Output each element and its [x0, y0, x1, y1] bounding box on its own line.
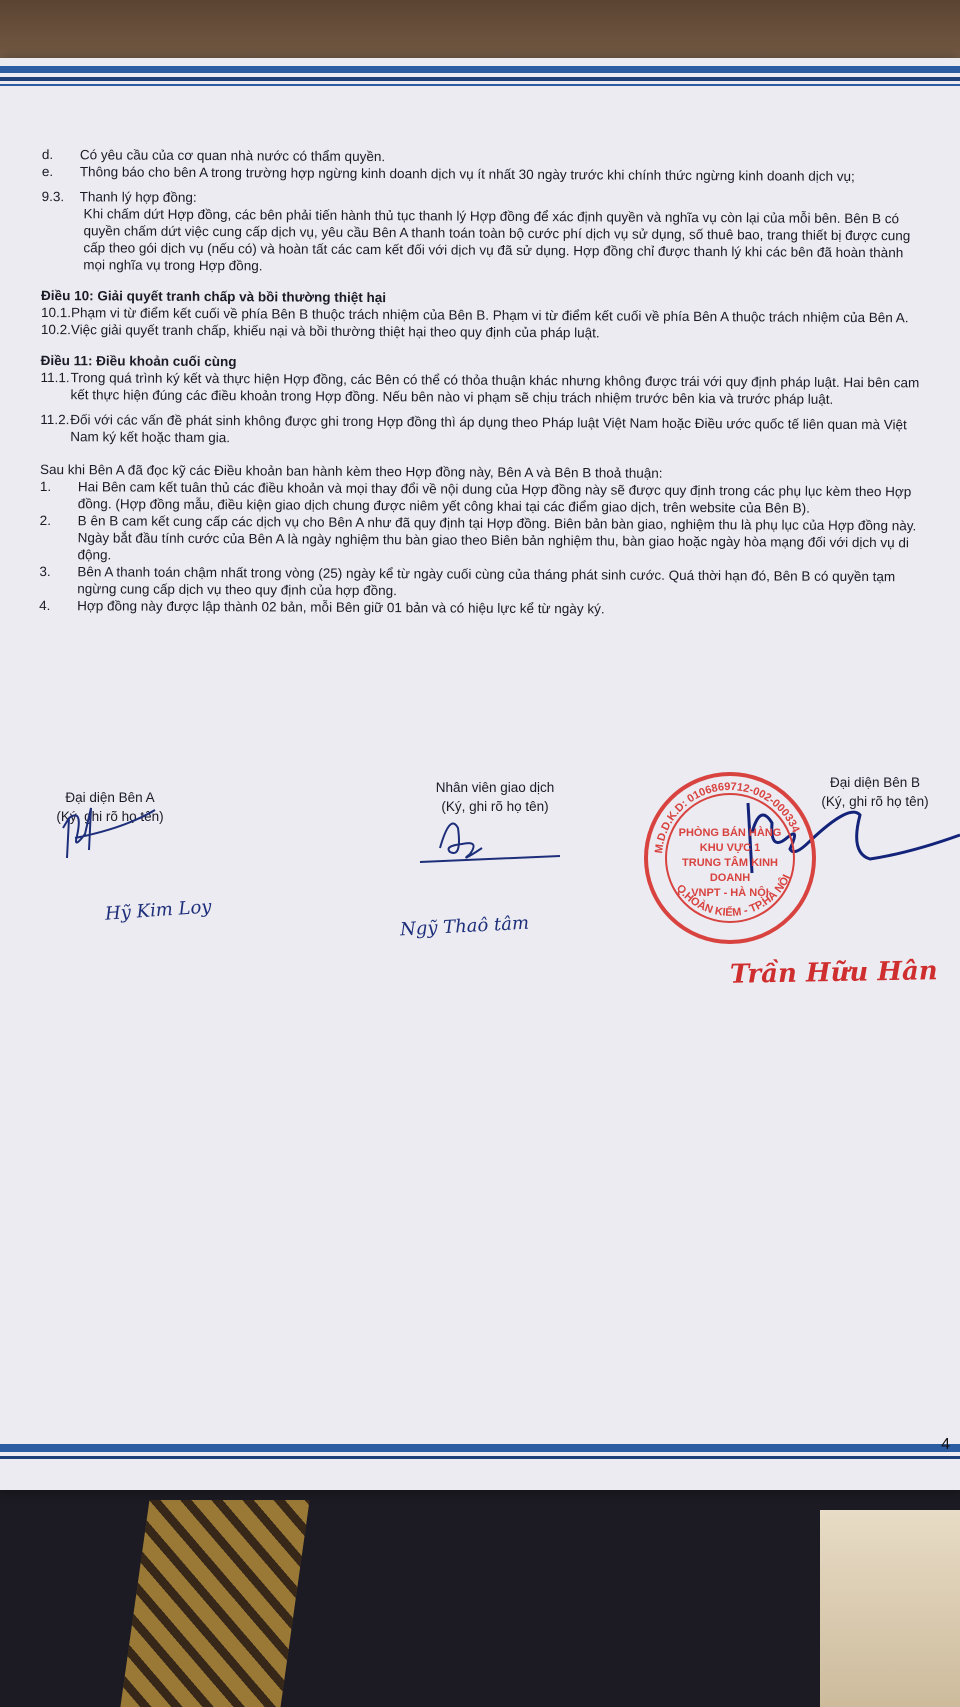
item-label: 4. — [39, 597, 51, 614]
list-item — [39, 512, 919, 568]
clause-title: Thanh lý hợp đồng: — [79, 189, 197, 205]
item-text: Có yêu cầu của cơ quan nhà nước có thẩm quyền. — [79, 147, 386, 165]
stamp-line: VNPT - HÀ NỘI — [691, 887, 769, 899]
item-label: 1. — [39, 478, 52, 495]
header-band-line — [0, 84, 960, 86]
item-label: 3. — [39, 563, 51, 580]
stamp-line: KHU VỰC 1 — [699, 842, 761, 854]
handwritten-name-a: Hỹ Kim Loy — [104, 896, 213, 925]
background-cloth — [120, 1500, 309, 1707]
footer-band-line — [0, 1456, 960, 1459]
party-b-name: Trần Hữu Hân — [729, 956, 938, 990]
signature-scribble-a — [55, 788, 165, 888]
item-text: B ên B cam kết cung cấp các dịch vụ cho Bên A như đã quy định tại Hợp đồng. Biên bản bàn giao, nghiệm thu là phụ lục của Hợp đồng này. Ngày bắt đầu tính cước của Bên A là ngày nghiệm thu bàn giao theo Biên bản nghiệm thu, bàn giao hoặc ngày hòa mạng đối với dịch vụ di động. — [77, 513, 917, 563]
list-item — [40, 411, 920, 450]
clause-body: Khi chấm dứt Hợp đồng, các bên phải tiến hành thủ tục thanh lý Hợp đồng để xác định quyền và nghĩa vụ còn lại của mỗi bên. Bên B có quyền chấm dứt việc cung cấp dịch vụ, yêu cầu Bên A thanh toán toàn bộ cước phí dịch vụ sử dụng, số thuê bao, trang thiết bị được cung cấp theo gói dịch vụ (nếu có) và hoàn tất các cam kết đối với dịch vụ đã sử dụng. Hợp đồng chỉ được thanh lý khi các bên đã hoàn thành mọi nghĩa vụ trong Hợp đồng. — [83, 206, 911, 274]
handwritten-name-staff: Ngỹ Thaô tâm — [399, 912, 530, 941]
item-label: e. — [41, 163, 54, 180]
agreement-intro: Sau khi Bên A đã đọc kỹ các Điều khoản ban hành kèm theo Hợp đồng này, Bên A và Bên B thoả thuận: — [39, 461, 663, 481]
page-number: 4 — [941, 1436, 950, 1453]
signature-title: Đại diện Bên B — [829, 775, 921, 790]
item-label: 10.1. — [40, 304, 72, 321]
footer-band — [0, 1444, 960, 1452]
stamp-center-text — [670, 826, 790, 901]
item-text: Thông báo cho bên A trong trường hợp ngừng kinh doanh dịch vụ ít nhất 30 ngày trước khi chính thức ngừng kinh doanh dịch vụ; — [79, 164, 855, 184]
list-item — [40, 369, 920, 408]
stamp-line: PHÒNG BÁN HÀNG — [678, 827, 782, 839]
item-text: Bên A thanh toán chậm nhất trong vòng (25) ngày kể từ ngày cuối cùng của tháng phát sinh cước. Quá thời hạn đó, Bên B có quyền tạm ngừng cung cấp dịch vụ theo quy định của hợp đồng. — [77, 564, 896, 599]
header-band — [0, 66, 960, 73]
signature-note: (Ký, ghi rõ họ tên) — [821, 794, 929, 809]
signature-note: (Ký, ghi rõ họ tên) — [441, 799, 549, 814]
clause-label: 9.3. — [41, 188, 65, 205]
item-text: Việc giải quyết tranh chấp, khiếu nại và bồi thường thiệt hại theo quy định của pháp luật. — [70, 322, 600, 341]
background-floor — [820, 1510, 960, 1707]
list-item — [40, 478, 920, 517]
item-label: 10.2. — [40, 321, 71, 338]
item-text: Hai Bên cam kết tuân thủ các điều khoản và mọi thay đổi về nội dung của Hợp đồng này sẽ được quy định trong các phụ lục kèm theo Hợp đồng. (Hợp đồng mẫu, điều kiện giao dịch chung được niêm yết công khai tại các điểm giao dịch, trên website của Bên B). — [77, 479, 912, 516]
document-page — [0, 58, 960, 1490]
article-10-title: Điều 10: Giải quyết tranh chấp và bồi thường thiệt hại — [41, 287, 387, 306]
signature-title: Đại diện Bên A — [65, 790, 155, 805]
item-text: Phạm vi từ điểm kết cuối về phía Bên B thuộc trách nhiệm của Bên B. Phạm vi từ điểm kết cuối về phía Bên A thuộc trách nhiệm của Bên A. — [70, 305, 909, 326]
stamp-line: TRUNG TÂM KINH DOANH — [682, 857, 778, 884]
item-text: Hợp đồng này được lập thành 02 bản, mỗi Bên giữ 01 bản và có hiệu lực kể từ ngày ký. — [77, 598, 605, 617]
list-item — [39, 563, 919, 602]
signature-scribble-b — [410, 788, 570, 888]
item-text: Đối với các vấn đề phát sinh không được ghi trong Hợp đồng thì áp dụng theo Pháp luật Việt Nam hoặc Điều ước quốc tế liên quan mà Việt Nam ký kết hoặc tham gia. — [70, 412, 907, 446]
contract-text — [39, 146, 922, 619]
item-label: d. — [41, 146, 54, 163]
item-label: 11.1. — [40, 369, 70, 386]
item-label: 11.2. — [40, 411, 70, 428]
article-11-title: Điều 11: Điều khoản cuối cùng — [40, 352, 237, 370]
header-band-line — [0, 77, 960, 81]
stamp-bottom-text: Q.HOÀN KIẾM - TP.HÀ NỘI — [673, 872, 794, 919]
item-text: Trong quá trình ký kết và thực hiện Hợp đồng, các Bên có thể có thỏa thuận khác nhưng không được trái với quy định pháp luật. Hai bên cam kết thực hiện đúng các điều khoản trong Hợp đồng. Nếu bên nào vi phạm sẽ chịu trách nhiệm trước bên kia và trước pháp luật. — [70, 370, 920, 407]
signature-note: (Ký, ghi rõ họ tên) — [56, 809, 164, 824]
item-label: 2. — [39, 512, 52, 529]
signature-title: Nhân viên giao dịch — [435, 780, 555, 795]
stamp-top-text: M.D.D.K.D: 0106869712-002-000334 — [653, 780, 802, 855]
